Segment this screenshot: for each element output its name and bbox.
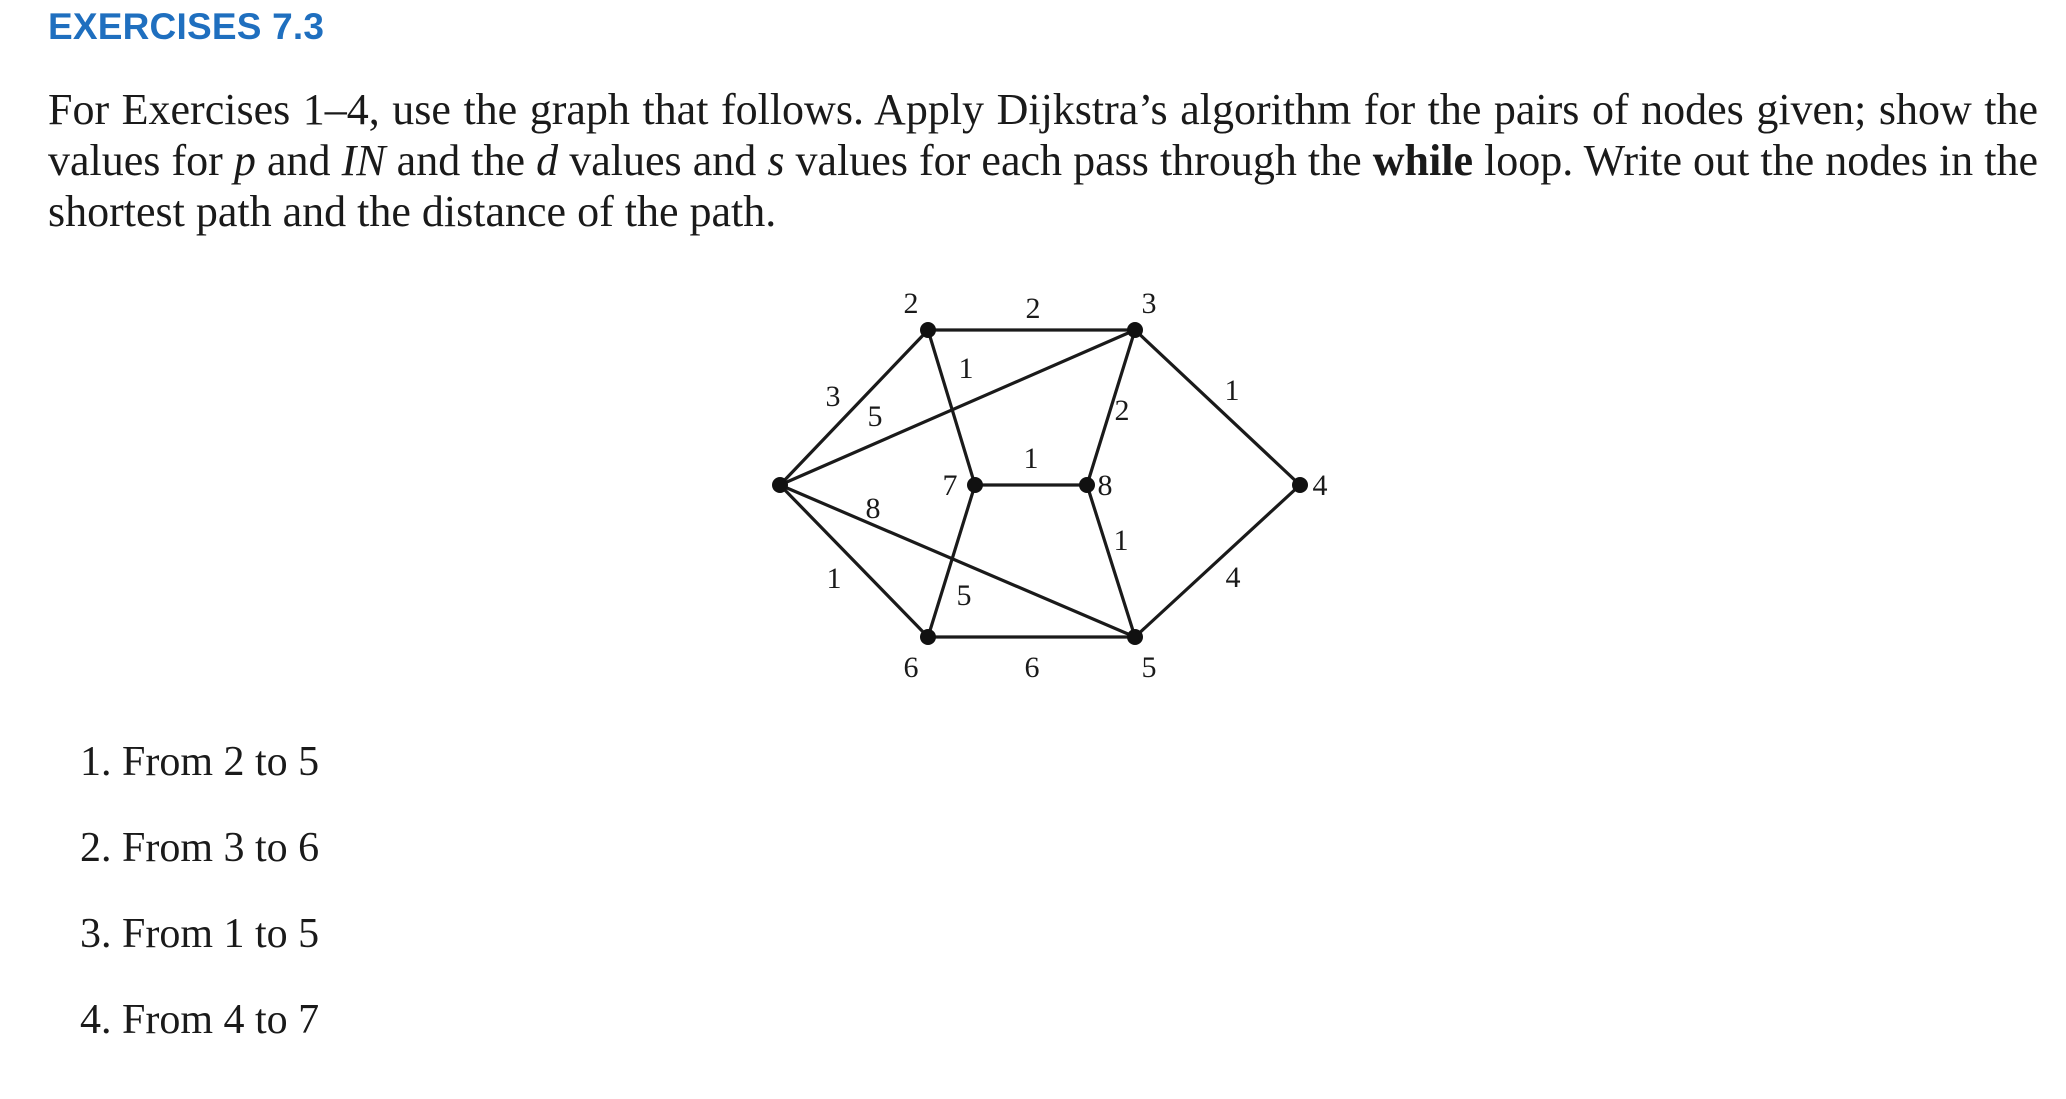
section-heading: EXERCISES 7.3 <box>48 6 325 47</box>
node-7 <box>967 477 983 493</box>
edge-weight-3-4: 1 <box>1224 374 1240 407</box>
node-label-5: 5 <box>1141 651 1157 684</box>
exercise-list <box>80 738 319 1082</box>
edge-weight-3-8: 2 <box>1114 394 1130 427</box>
edge-4-5 <box>1135 485 1300 637</box>
edge-1-2 <box>780 330 928 485</box>
node-1 <box>772 477 788 493</box>
node-5 <box>1127 629 1143 645</box>
exercise-item-3: 3. From 1 to 5 <box>80 911 320 957</box>
edge-weight-4-5: 4 <box>1225 561 1241 594</box>
node-label-7: 7 <box>942 469 958 502</box>
node-label-8: 8 <box>1097 469 1113 502</box>
node-3 <box>1127 322 1143 338</box>
edge-weight-8-5: 1 <box>1113 524 1129 557</box>
edge-weight-7-6: 5 <box>956 579 972 612</box>
edge-1-5 <box>780 485 1135 637</box>
exercise-item-1: 1. From 2 to 5 <box>80 739 320 785</box>
edge-8-5 <box>1087 485 1135 637</box>
exercise-instructions: For Exercises 1–4, use the graph that follows. Apply Dijkstra’s algorithm for the pairs of nodes given; show the values for p and IN and the d values and s values for each pass through the while loop. Write out the nodes in the shortest path and the distance of the path. <box>48 85 2039 236</box>
node-2 <box>920 322 936 338</box>
edge-weight-1-6: 1 <box>826 562 842 595</box>
edge-weight-2-7: 1 <box>958 352 974 385</box>
node-label-4: 4 <box>1312 469 1328 502</box>
edge-1-6 <box>780 485 928 637</box>
edge-weight-6-5: 6 <box>1024 651 1040 684</box>
node-label-2: 2 <box>903 287 919 320</box>
node-4 <box>1292 477 1308 493</box>
edge-weight-2-3: 2 <box>1025 292 1041 325</box>
edge-weight-1-3: 5 <box>867 400 883 433</box>
exercise-item-4: 4. From 4 to 7 <box>80 997 320 1043</box>
edge-3-4 <box>1135 330 1300 485</box>
node-6 <box>920 629 936 645</box>
node-label-3: 3 <box>1141 287 1157 320</box>
edge-weight-7-8: 1 <box>1023 442 1039 475</box>
node-label-6: 6 <box>903 651 919 684</box>
edge-weight-1-2: 3 <box>825 380 841 413</box>
node-8 <box>1079 477 1095 493</box>
exercise-item-2: 2. From 3 to 6 <box>80 825 320 871</box>
edge-weight-1-5: 8 <box>865 492 881 525</box>
edge-7-6 <box>928 485 975 637</box>
